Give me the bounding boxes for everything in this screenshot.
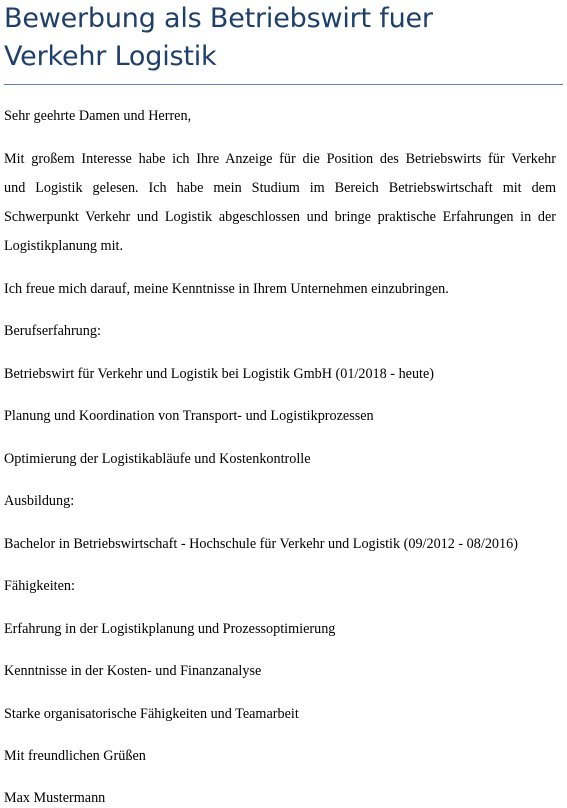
- intro-line: Logistikplanung mit.: [4, 238, 124, 254]
- experience-heading: Berufserfahrung:: [4, 323, 101, 339]
- intro-paragraph: [4, 145, 556, 261]
- salutation: Sehr geehrte Damen und Herren,: [4, 108, 192, 124]
- education-heading: Ausbildung:: [4, 493, 75, 509]
- skills-item: Kenntnisse in der Kosten- und Finanzanalyse: [4, 663, 262, 679]
- closing-text: Mit freundlichen Grüßen: [4, 748, 146, 764]
- skills-heading: Fähigkeiten:: [4, 578, 75, 594]
- skills-item: Erfahrung in der Logistikplanung und Prozessoptimierung: [4, 621, 336, 637]
- motivation-text: Ich freue mich darauf, meine Kenntnisse in Ihrem Unternehmen einzubringen.: [4, 281, 449, 297]
- title-divider: [4, 84, 563, 85]
- experience-item: Planung und Koordination von Transport- und Logistikprozessen: [4, 408, 374, 424]
- skills-item: Starke organisatorische Fähigkeiten und Teamarbeit: [4, 706, 299, 722]
- intro-line: Mit großem Interesse habe ich Ihre Anzeige für die Position des Betriebswirts für Verkehr: [4, 151, 556, 167]
- education-item: Bachelor in Betriebswirtschaft - Hochschule für Verkehr und Logistik (09/2012 - 08/2016): [4, 536, 518, 552]
- letter-title: [4, 0, 563, 76]
- title-line-1: Bewerbung als Betriebswirt fuer: [4, 3, 433, 34]
- intro-line: und Logistik gelesen. Ich habe mein Studium im Bereich Betriebswirtschaft mit dem: [4, 180, 556, 196]
- signature-name: Max Mustermann: [4, 790, 106, 806]
- experience-item: Optimierung der Logistikabläufe und Kostenkontrolle: [4, 451, 311, 467]
- intro-line: Schwerpunkt Verkehr und Logistik abgeschlossen und bringe praktische Erfahrungen in der: [4, 209, 556, 225]
- title-line-2: Verkehr Logistik: [4, 41, 217, 72]
- experience-item: Betriebswirt für Verkehr und Logistik bei Logistik GmbH (01/2018 - heute): [4, 366, 435, 382]
